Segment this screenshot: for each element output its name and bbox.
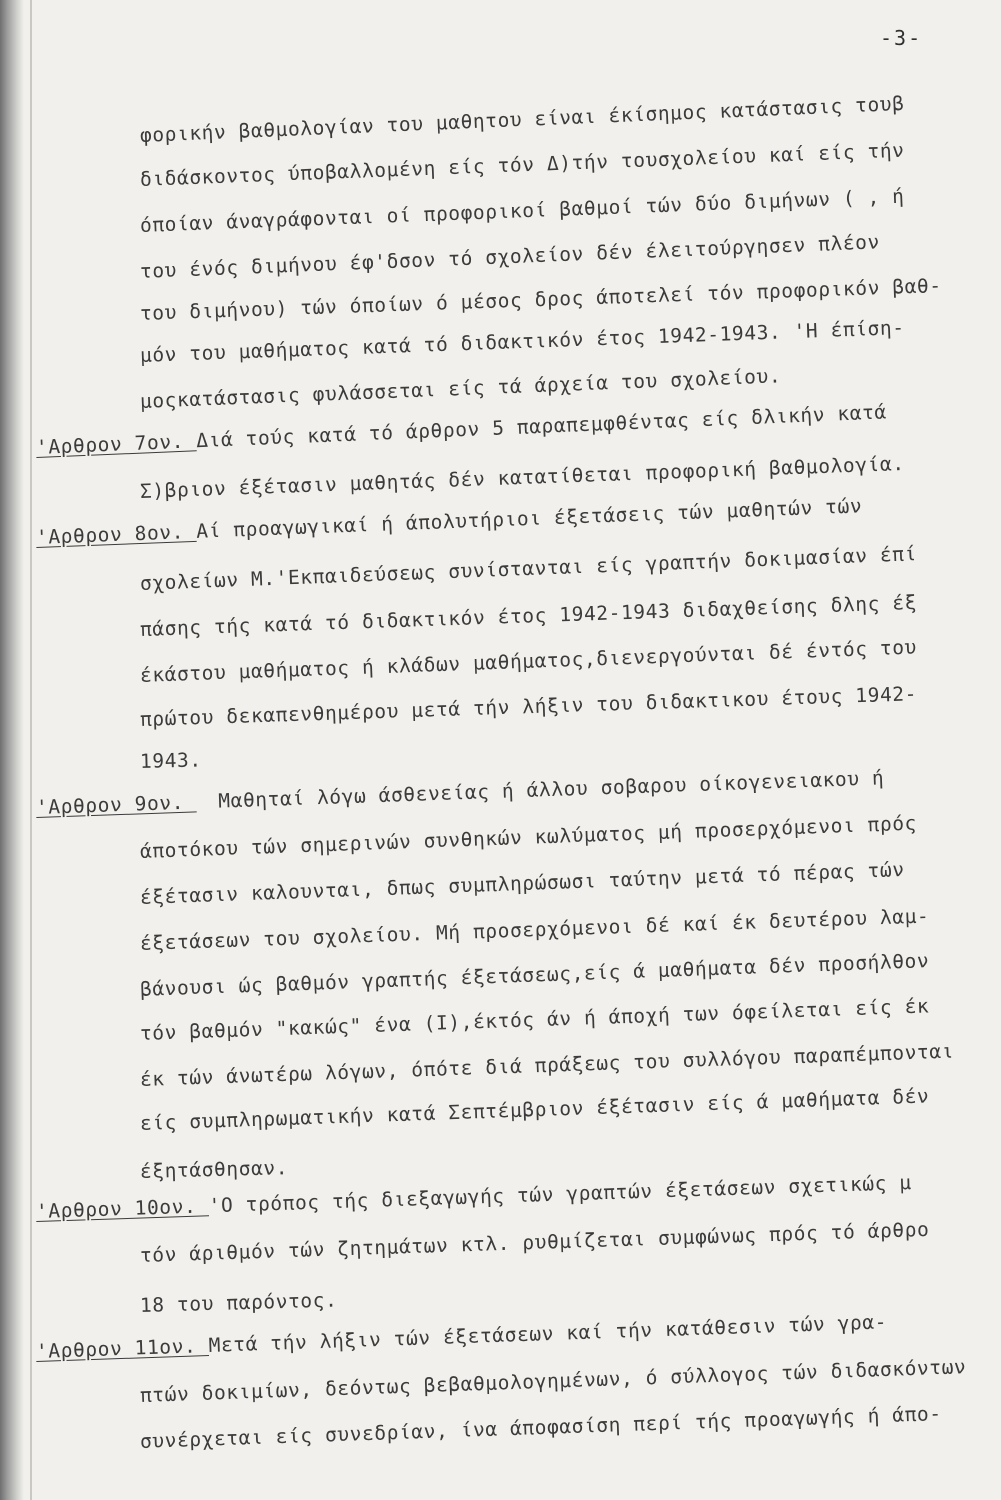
text-line xyxy=(140,1040,955,1091)
text-line xyxy=(140,1355,967,1407)
text-line xyxy=(36,766,885,819)
line-text: έκ τών άνωτέρω λόγων, όπότε διά πράξεως του συλλόγου παραπέμπονται xyxy=(139,1039,955,1091)
text-line xyxy=(140,274,942,325)
text-line xyxy=(36,1310,888,1363)
line-text: 1943. xyxy=(139,748,202,773)
text-line xyxy=(140,904,930,955)
text-line xyxy=(140,949,930,1001)
line-text: Διά τούς κατά τό άρθρον 5 παραπεμφθέντας είς δλικήν κατά xyxy=(195,400,888,453)
text-line xyxy=(140,1288,338,1317)
line-text: Αί προαγωγικαί ή άπολυτήριοι έξετάσεις τών μαθητών τών xyxy=(195,494,863,543)
line-text: πάσης τής κατά τό διδακτικόν έτος 1942-1943 διδαχθείσης δλης έξ xyxy=(139,590,918,641)
text-line xyxy=(140,452,905,503)
text-line xyxy=(140,185,905,237)
page-number: -3- xyxy=(880,26,923,50)
text-line xyxy=(140,636,918,687)
text-line xyxy=(140,748,202,773)
binding-shadow xyxy=(0,0,24,1500)
line-text: τόν άριθμόν τών ζητημάτων κτλ. ρυθμίζεται συμφώνως πρός τό άρθρο xyxy=(139,1217,930,1267)
text-line xyxy=(140,316,905,367)
text-line xyxy=(140,230,881,283)
line-text: 'Ο τρόπος τής διεξαγωγής τών γραπτών έξετάσεων σχετικώς μ xyxy=(208,1170,913,1218)
line-text: Σ)βριον έξέτασιν μαθητάς δέν κατατίθεται προφορική βαθμολογία. xyxy=(139,451,906,503)
line-text: όποίαν άναγράφονται οί προφορικοί βαθμοί τών δύο διμήνων ( , ή xyxy=(139,184,905,237)
line-text: βάνουσι ώς βαθμόν γραπτής έξετάσεως,είς ά μαθήματα δέν προσήλθον xyxy=(139,949,930,1001)
line-text: έξέτασιν καλουνται, δπως συμπληρώσωσι ταύτην μετά τό πέρας τών xyxy=(139,857,906,909)
article-label: 'Αρθρον 11ον. xyxy=(35,1333,210,1363)
line-text: έξετάσεων του σχολείου. Μή προσερχόμενοι δέ καί έκ δευτέρου λαμ- xyxy=(139,904,930,955)
line-text: άποτόκου τών σημερινών συνθηκών κωλύματος μή προσερχόμενοι πρός xyxy=(139,811,918,863)
line-text: έκάστου μαθήματος ή κλάδων μαθήματος,διενεργούνται δέ έντός του xyxy=(139,635,918,687)
text-line xyxy=(140,858,905,909)
article-label: 'Αρθρον 9ον. xyxy=(35,790,197,819)
line-text: μοςκατάστασις φυλάσσεται είς τά άρχεία του σχολείου. xyxy=(139,364,782,413)
line-text: 18 του παρόντος. xyxy=(139,1288,338,1317)
text-line xyxy=(140,812,918,863)
article-label: 'Αρθρον 10ον. xyxy=(35,1194,210,1223)
line-text: Μετά τήν λήξιν τών έξετάσεων καί τήν κατάθεσιν τών γρα- xyxy=(208,1310,888,1357)
text-line xyxy=(140,139,905,191)
text-line xyxy=(140,591,918,641)
line-text: πρώτου δεκαπενθημέρου μετά τήν λήξιν του διδακτικου έτους 1942- xyxy=(139,682,918,731)
line-text: διδάσκοντος ύποβαλλομένη είς τόν Δ)τήν τουσχολείου καί είς τήν xyxy=(139,138,905,191)
article-label: 'Αρθρον 7ον. xyxy=(35,429,197,459)
line-text: είς συμπληρωματικήν κατά Σεπτέμβριον έξέτασιν είς ά μαθήματα δέν xyxy=(139,1084,930,1135)
text-line xyxy=(140,364,782,413)
text-line xyxy=(140,1218,930,1267)
text-line xyxy=(140,1402,942,1453)
line-text: φορικήν βαθμολογίαν του μαθητου είναι έκίσημος κατάστασις τουβ xyxy=(139,91,905,147)
line-text: έξητάσθησαν. xyxy=(139,1156,289,1183)
text-line xyxy=(36,494,863,549)
article-label: 'Αρθρον 8ον. xyxy=(35,519,197,549)
text-line xyxy=(140,994,930,1045)
fold-line xyxy=(30,0,32,1500)
line-text: τόν βαθμόν "κακώς" ένα (Ι),έκτός άν ή άποχή των όφείλεται είς έκ xyxy=(139,994,930,1045)
line-text: Μαθηταί λόγω άσθενείας ή άλλου σοβαρου οίκογενειακου ή xyxy=(217,766,885,813)
text-line xyxy=(140,1156,289,1183)
line-text: μόν του μαθήματος κατά τό διδακτικόν έτος 1942-1943. 'Η έπίση- xyxy=(139,315,906,367)
line-text: σχολείων Μ.'Εκπαιδεύσεως συνίστανται είς γραπτήν δοκιμασίαν έπί xyxy=(139,542,918,595)
line-text: πτών δοκιμίων, δεόντως βεβαθμολογημένων, ό σύλλογος τών διδασκόντων xyxy=(139,1355,967,1407)
text-line xyxy=(140,542,918,595)
text-line xyxy=(140,92,905,147)
line-text: του διμήνου) τών όποίων ό μέσος δρος άποτελεί τόν προφορικόν βαθ- xyxy=(139,274,943,325)
text-line xyxy=(140,682,918,731)
text-line xyxy=(140,1084,930,1135)
line-text: του ένός διμήνου έφ'δσον τό σχολείον δέν έλειτούργησεν πλέον xyxy=(139,230,881,283)
line-text: συνέρχεται είς συνεδρίαν, ίνα άποφασίση περί τής προαγωγής ή άπο- xyxy=(139,1402,943,1453)
